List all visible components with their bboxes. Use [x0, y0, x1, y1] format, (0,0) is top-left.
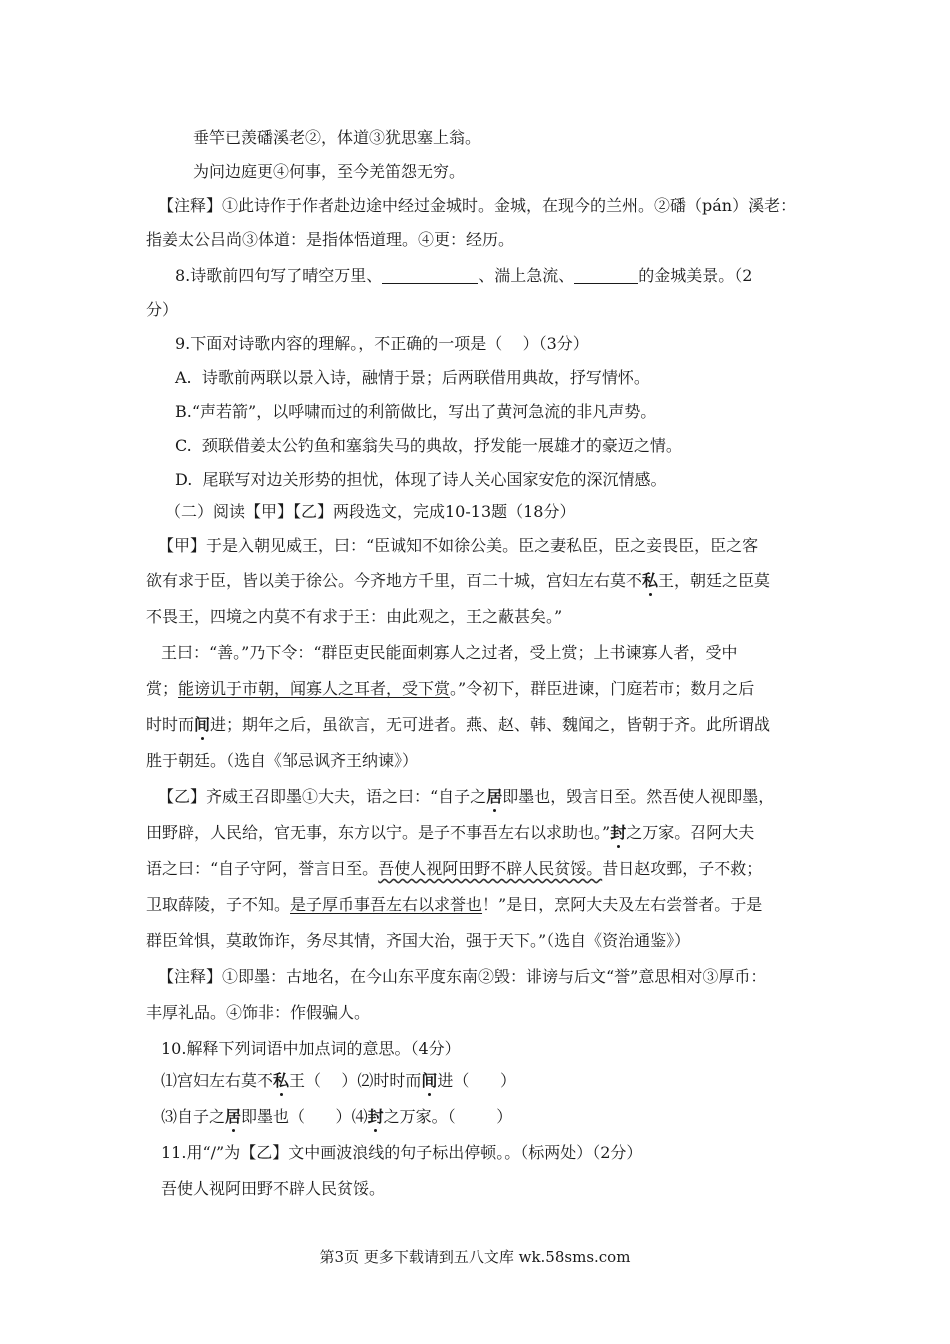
jia-p1-line-3: 不畏王，四境之内莫不有求于王：由此观之，王之蔽甚矣。” — [146, 607, 563, 626]
q10-item-2-text-a: ⑵时时而 — [357, 1071, 422, 1090]
poem-line-2: 为问边庭更④何事，至今羌笛怨无穷。 — [193, 162, 466, 181]
q10-dotted-feng: 封 — [367, 1107, 384, 1126]
dotted-word-feng: 封 — [610, 823, 627, 842]
yi-line-4-text-a: 卫取薛陵，子不知。 — [146, 895, 291, 914]
q8-part-1: 8.诗歌前四句写了晴空万里、 — [175, 266, 383, 285]
q11-sentence: 吾使人视阿田野不辟人民贫馁。 — [161, 1179, 386, 1198]
jia-p1-line-2-text-b: 王，朝廷之臣莫 — [658, 571, 771, 590]
q9-option-a: A. 诗歌前两联以景入诗，融情于景；后两联借用典故，抒写情怀。 — [175, 368, 650, 387]
q10-item-3-text-b: 即墨也（ ） — [241, 1107, 352, 1126]
dotted-word-ju: 居 — [486, 787, 503, 806]
q10-dotted-si: 私 — [273, 1071, 290, 1090]
q11-stem: 11.用“/”为【乙】文中画波浪线的句子标出停顿。。（标两处）（2分） — [161, 1143, 643, 1162]
wavy-underlined-sentence: 吾使人视阿田野不辟人民贫馁。 — [378, 859, 603, 878]
jia-p2-line-1: 王曰：“善。”乃下令：“群臣吏民能面刺寡人之过者，受上赏；上书谏寡人者，受中 — [161, 643, 738, 662]
jia-p2-line-2-text-a: 赏； — [146, 679, 179, 698]
q9-stem: 9.下面对诗歌内容的理解。，不正确的一项是（ ）（3分） — [175, 334, 589, 353]
q9-option-d: D. 尾联写对边关形势的担忧，体现了诗人关心国家安危的深沉情感。 — [175, 470, 667, 489]
note2-line-2: 丰厚礼品。④饰非：作假骗人。 — [146, 1003, 371, 1022]
yi-line-1 — [158, 787, 774, 807]
q10-dotted-jian: 间 — [421, 1071, 438, 1090]
q10-item-3-text-a: ⑶自子之 — [161, 1107, 226, 1126]
jia-p2-line-4: 胜于朝廷。（选自《邹忌讽齐王纳谏》） — [146, 751, 419, 770]
jia-p2-line-3-text-b: 进；期年之后，虽欲言，无可进者。燕、赵、韩、魏闻之，皆朝于齐。此所谓战 — [210, 715, 771, 734]
jia-p2-line-3 — [146, 715, 770, 735]
q8-part-2: 、湍上急流、 — [478, 266, 575, 285]
q10-items-row-2 — [161, 1107, 512, 1127]
jia-p2-line-3-text-a: 时时而 — [146, 715, 195, 734]
yi-line-3-text-a: 语之曰：“自子守阿，誉言日至。 — [146, 859, 379, 878]
q8-part-3: 的金城美景。（2 — [638, 266, 753, 285]
q10-item-1-text-b: 王（ ） — [289, 1071, 358, 1090]
jia-p1-line-2-text-a: 欲有求于臣，皆以美于徐公。今齐地方千里，百二十城，宫妇左右莫不 — [146, 571, 643, 590]
q9-option-b: B.“声若箭”，以呼啸而过的利箭做比，写出了黄河急流的非凡声势。 — [175, 402, 657, 421]
note1-line-2: 指姜太公吕尚③体道：是指体悟道理。④更：经历。 — [146, 230, 515, 249]
yi-line-4-text-b: ！”是日，烹阿大夫及左右尝誉者。于是 — [482, 895, 763, 914]
yi-line-2-text-b: 之万家。召阿大夫 — [626, 823, 755, 842]
page-footer: 第3页 更多下载请到五八文库 wk.58sms.com — [319, 1248, 631, 1266]
jia-p1-line-2 — [146, 571, 770, 591]
q8-line-2: 分） — [146, 300, 179, 319]
q10-dotted-ju: 居 — [225, 1107, 242, 1126]
dotted-word-si: 私 — [642, 571, 659, 590]
jia-p1-line-1: 【甲】于是入朝见威王，曰：“臣诚知不如徐公美。臣之妻私臣，臣之妾畏臣，臣之客 — [158, 536, 759, 555]
yi-line-1-text-a: 【乙】齐威王召即墨①大夫，语之曰：“自子之 — [158, 787, 487, 806]
yi-line-1-text-b: 即墨也，毁言日至。然吾使人视即墨， — [502, 787, 775, 806]
q8-blank-1[interactable] — [382, 267, 478, 284]
underlined-sentence-yi: 是子厚币事吾左右以求誉也 — [290, 895, 483, 914]
poem-line-1: 垂竿已羡磻溪老②，体道③犹思塞上翁。 — [193, 128, 482, 147]
q8-blank-2[interactable] — [574, 267, 638, 284]
section2-heading: （二）阅读【甲】【乙】两段选文，完成10-13题（18分） — [165, 502, 576, 521]
note1-line-1: 【注释】①此诗作于作者赴边途中经过金城时。金城，在现今的兰州。②磻（pán）溪老： — [158, 196, 797, 215]
yi-line-4 — [146, 895, 762, 915]
dotted-word-jian: 间 — [194, 715, 211, 734]
q10-item-1-text-a: ⑴宫妇左右莫不 — [161, 1071, 274, 1090]
yi-line-2 — [146, 823, 754, 843]
question-8 — [175, 266, 752, 286]
underlined-sentence-jia: 能谤讥于市朝，闻寡人之耳者，受下赏 — [178, 679, 451, 698]
jia-p2-line-2-text-b: 。”令初下，群臣进谏，门庭若市；数月之后 — [450, 679, 755, 698]
jia-p2-line-2 — [146, 679, 754, 699]
q10-item-4-text-b: 之万家。（ ） — [383, 1107, 513, 1126]
yi-line-2-text-a: 田野辟，人民给，官无事，东方以宁。是子不事吾左右以求助也。” — [146, 823, 611, 842]
note2-line-1: 【注释】①即墨：古地名，在今山东平度东南②毁：诽谤与后文“誉”意思相对③厚币： — [158, 967, 767, 986]
q10-stem: 10.解释下列词语中加点词的意思。（4分） — [161, 1039, 461, 1058]
q9-option-c: C. 颈联借姜太公钓鱼和塞翁失马的典故，抒发能一展雄才的豪迈之情。 — [175, 436, 682, 455]
yi-line-3-text-b: 昔日赵攻鄄，子不救； — [602, 859, 763, 878]
q10-item-2-text-b: 进（ ） — [437, 1071, 516, 1090]
q10-item-4-text-a: ⑷ — [351, 1107, 368, 1126]
yi-line-5: 群臣耸惧，莫敢饰诈，务尽其情，齐国大治，强于天下。”（选自《资治通鉴》） — [146, 931, 691, 950]
q10-items-row-1 — [161, 1071, 516, 1091]
yi-line-3 — [146, 859, 762, 879]
